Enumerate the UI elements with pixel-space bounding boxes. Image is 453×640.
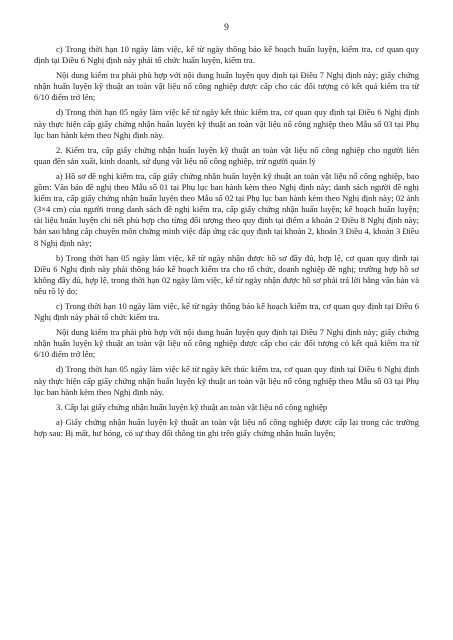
paragraph-3-heading: 3. Cấp lại giấy chứng nhận huấn luyện kỹ thuật an toàn vật liệu nổ công nghiệp (56, 401, 328, 412)
paragraph-2-heading: 2. Kiểm tra, cấp giấy chứng nhận huấn luyện kỹ thuật an toàn vật liệu nổ công nghiệp cho người liên quan đến sản xuất, kinh doanh, sử dụng vật liệu nổ công nghiệp, trừ người quản lý (34, 144, 419, 166)
paragraph-1d-certificate-issuance: d) Trong thời hạn 05 ngày làm việc kể từ ngày kết thúc kiểm tra, cơ quan quy định tại Điều 6 Nghị định này thực hiện cấp giấy chứng nhận huấn luyện kỹ thuật an toàn vật liệu nổ công nghiệp theo Mẫu số 03 tại Phụ lục ban hành kèm theo Nghị định này. (34, 107, 419, 140)
paragraph-2-test-content: Nội dung kiểm tra phải phù hợp với nội dung huấn luyện quy định tại Điều 7 Nghị định này; giấy chứng nhận huấn luyện kỹ thuật an toàn vật liệu nổ công nghiệp được cấp cho các đối tượng có kết quả kiểm tra từ 6/10 điểm trở lên; (34, 327, 419, 360)
paragraph-2b-notification: b) Trong thời hạn 05 ngày làm việc, kể từ ngày nhận được hồ sơ đầy đủ, hợp lệ, cơ quan quy định tại Điều 6 Nghị định này phải thông báo kế hoạch kiểm tra cho tổ chức, doanh nghiệp đề nghị; trường hợp hồ sơ không đầy đủ, hợp lệ, trong thời hạn 02 ngày làm việc, kể từ ngày nhận được hồ sơ phải trả lời bằng văn bản và nêu rõ lý do; (34, 252, 419, 296)
paragraph-1c-training-schedule: c) Trong thời hạn 10 ngày làm việc, kể từ ngày thông báo kế hoạch huấn luyện, kiểm tra, cơ quan quy định tại Điều 6 Nghị định này phải tổ chức huấn luyện, kiểm tra. (34, 44, 419, 66)
paragraph-1-test-content: Nội dung kiểm tra phải phù hợp với nội dung huấn luyện quy định tại Điều 7 Nghị định này; giấy chứng nhận huấn luyện kỹ thuật an toàn vật liệu nổ công nghiệp được cấp cho các đối tượng có kết quả kiểm tra từ 6/10 điểm trở lên; (34, 70, 419, 103)
paragraph-2a-dossier: a) Hồ sơ đề nghị kiểm tra, cấp giấy chứng nhận huấn luyện kỹ thuật an toàn vật liệu nổ công nghiệp, bao gồm: Văn bản đề nghị theo Mẫu số 01 tại Phụ lục ban hành kèm theo Nghị định này; danh sách người đề nghị kiểm tra, cấp giấy chứng nhận huấn luyện theo Mẫu số 02 tại Phụ lục ban hành kèm theo Nghị định này; 02 ảnh (3×4 cm) của người trong danh sách đề nghị kiểm tra, cấp giấy chứng nhận huấn luyện; kế hoạch huấn luyện; tài liệu huấn luyện chi tiết phù hợp cho từng đối tượng theo quy định tại điểm a khoản 2 Điều 8 Nghị định này; bản sao bằng cấp chuyên môn chứng minh việc đáp ứng các quy định tại khoản 2, khoản 3 Điều 4, khoản 3 Điều 8 Nghị định này; (34, 170, 419, 248)
page-number: 9 (224, 23, 229, 33)
paragraph-2d-certificate-issuance: d) Trong thời hạn 05 ngày làm việc kể từ ngày kết thúc kiểm tra, cơ quan quy định tại Điều 6 Nghị định này thực hiện cấp giấy chứng nhận huấn luyện kỹ thuật an toàn vật liệu nổ công nghiệp theo Mẫu số 03 tại Phụ lục ban hành kèm theo Nghị định này. (34, 364, 419, 397)
paragraph-2c-test-organization: c) Trong thời hạn 10 ngày làm việc, kể từ ngày thông báo kế hoạch kiểm tra, cơ quan quy định tại Điều 6 Nghị định này phải tổ chức kiểm tra. (34, 300, 419, 323)
paragraph-3a-reissue-cases: a) Giấy chứng nhận huấn luyện kỹ thuật an toàn vật liệu nổ công nghiệp được cấp lại trong các trường hợp sau: Bị mất, hư hỏng, có sự thay đổi thông tin ghi trên giấy chứng nhận huấn luyện; (34, 416, 419, 438)
